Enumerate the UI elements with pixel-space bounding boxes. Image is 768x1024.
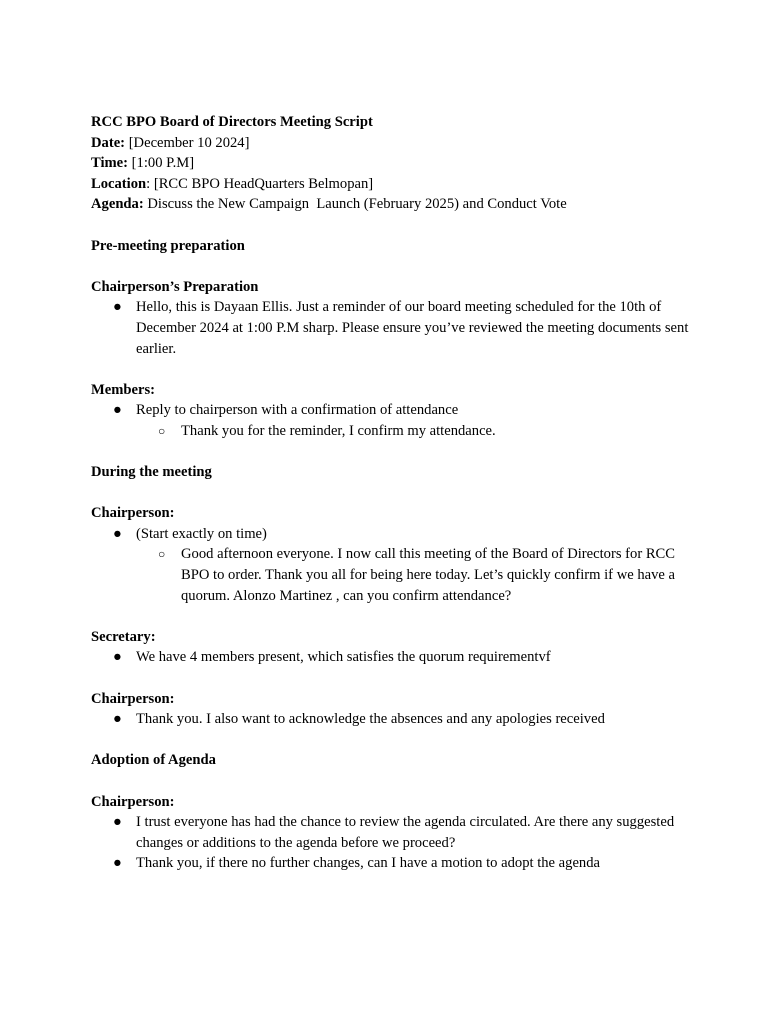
list-item bbox=[91, 400, 691, 421]
spacer bbox=[91, 771, 691, 792]
spacer bbox=[91, 215, 691, 236]
speaker-heading-secretary: Secretary: bbox=[91, 628, 156, 645]
list-item-text: Thank you, if there no further changes, can I have a motion to adopt the agenda bbox=[136, 855, 600, 872]
list-item-text: Thank you for the reminder, I confirm my attendance. bbox=[181, 422, 496, 439]
list-item bbox=[91, 709, 691, 730]
date-label: Date: bbox=[91, 134, 126, 151]
list-item-text: We have 4 members present, which satisfies the quorum requirementvf bbox=[136, 649, 551, 666]
speaker-heading-chairperson: Chairperson: bbox=[91, 505, 175, 522]
bullet-icon: ● bbox=[113, 299, 122, 316]
sub-list-item bbox=[91, 544, 691, 606]
spacer bbox=[91, 442, 691, 463]
bullet-list bbox=[91, 400, 691, 441]
bullet-icon: ● bbox=[113, 814, 122, 831]
bullet-icon: ● bbox=[113, 649, 122, 666]
sub-list-item bbox=[91, 421, 691, 442]
location-label: Location bbox=[91, 175, 147, 192]
bullet-list bbox=[91, 524, 691, 606]
section-heading-pre-meeting: Pre-meeting preparation bbox=[91, 237, 245, 254]
list-item-text: Hello, this is Dayaan Ellis. Just a reminder of our board meeting scheduled for the 10th of December 2024 at 1:00 P.M sharp. Please ensure you’ve reviewed the meeting documents sent earlier. bbox=[136, 299, 689, 357]
bullet-icon: ● bbox=[113, 525, 122, 542]
speaker-heading-chairperson: Chairperson: bbox=[91, 690, 175, 707]
list-item bbox=[91, 297, 691, 359]
spacer bbox=[91, 606, 691, 627]
location-line bbox=[91, 174, 691, 195]
document-body bbox=[91, 112, 691, 874]
hollow-bullet-icon: ○ bbox=[158, 423, 166, 438]
section-heading-adoption: Adoption of Agenda bbox=[91, 752, 216, 769]
list-item bbox=[91, 524, 691, 545]
speaker-heading-chair-prep: Chairperson’s Preparation bbox=[91, 278, 259, 295]
bullet-list bbox=[91, 812, 691, 874]
spacer bbox=[91, 668, 691, 689]
bullet-icon: ● bbox=[113, 855, 122, 872]
spacer bbox=[91, 730, 691, 751]
spacer bbox=[91, 256, 691, 277]
speaker-heading-members: Members: bbox=[91, 381, 156, 398]
location-value: : [RCC BPO HeadQuarters Belmopan] bbox=[146, 175, 374, 192]
agenda-value: Discuss the New Campaign Launch (February 2025) and Conduct Vote bbox=[143, 196, 567, 213]
speaker-heading-chairperson: Chairperson: bbox=[91, 793, 175, 810]
time-line bbox=[91, 153, 691, 174]
bullet-list bbox=[91, 647, 691, 668]
spacer bbox=[91, 483, 691, 504]
bullet-list bbox=[91, 709, 691, 730]
bullet-icon: ● bbox=[113, 711, 122, 728]
list-item-text: Good afternoon everyone. I now call this meeting of the Board of Directors for RCC BPO to order. Thank you all for being here today. Let’s quickly confirm if we have a quorum. Alonzo Martinez , can you confirm attendance? bbox=[181, 546, 676, 604]
time-value: [1:00 P.M] bbox=[128, 155, 195, 172]
agenda-line bbox=[91, 194, 691, 215]
list-item-text: Thank you. I also want to acknowledge the absences and any apologies received bbox=[136, 711, 605, 728]
list-item-text: I trust everyone has had the chance to review the agenda circulated. Are there any suggested changes or additions to the agenda before we proceed? bbox=[136, 814, 675, 851]
hollow-bullet-icon: ○ bbox=[158, 547, 166, 562]
date-value: [December 10 2024] bbox=[125, 134, 250, 151]
agenda-label: Agenda: bbox=[91, 196, 144, 213]
date-line bbox=[91, 133, 691, 154]
bullet-list bbox=[91, 297, 691, 359]
list-item bbox=[91, 647, 691, 668]
list-item-text: Reply to chairperson with a confirmation of attendance bbox=[136, 402, 459, 419]
document-title: RCC BPO Board of Directors Meeting Script bbox=[91, 114, 373, 130]
list-item-text: (Start exactly on time) bbox=[136, 525, 267, 542]
bullet-icon: ● bbox=[113, 402, 122, 419]
time-label: Time: bbox=[91, 155, 129, 172]
list-item bbox=[91, 853, 691, 874]
section-heading-during: During the meeting bbox=[91, 464, 212, 481]
spacer bbox=[91, 359, 691, 380]
list-item bbox=[91, 812, 691, 853]
